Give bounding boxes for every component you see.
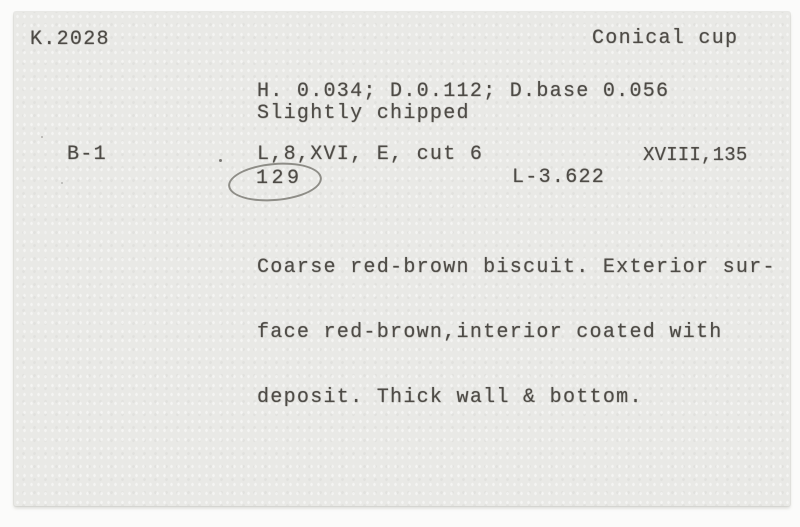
circled-find-number: 129 — [256, 167, 303, 190]
findspot-line: L,8,XVI, E, cut 6 — [257, 143, 484, 166]
grid-reference: B-1 — [67, 143, 107, 166]
ink-speck — [61, 182, 63, 184]
index-card — [14, 12, 790, 506]
description-line: Coarse red-brown biscuit. Exterior sur- — [257, 256, 776, 279]
description-paragraph — [257, 213, 776, 452]
description-line: deposit. Thick wall & bottom. — [257, 386, 643, 409]
ink-speck — [41, 136, 43, 138]
condition-note: Slightly chipped — [257, 102, 470, 125]
elevation-number: L-3.622 — [512, 166, 606, 189]
description-line: face red-brown,interior coated with — [257, 321, 723, 344]
plate-reference: XVIII,135 — [643, 144, 748, 166]
object-name: Conical cup — [592, 27, 739, 50]
dimensions-line: H. 0.034; D.0.112; D.base 0.056 — [257, 80, 670, 103]
catalog-number: K.2028 — [30, 28, 110, 51]
ink-speck — [219, 159, 222, 162]
